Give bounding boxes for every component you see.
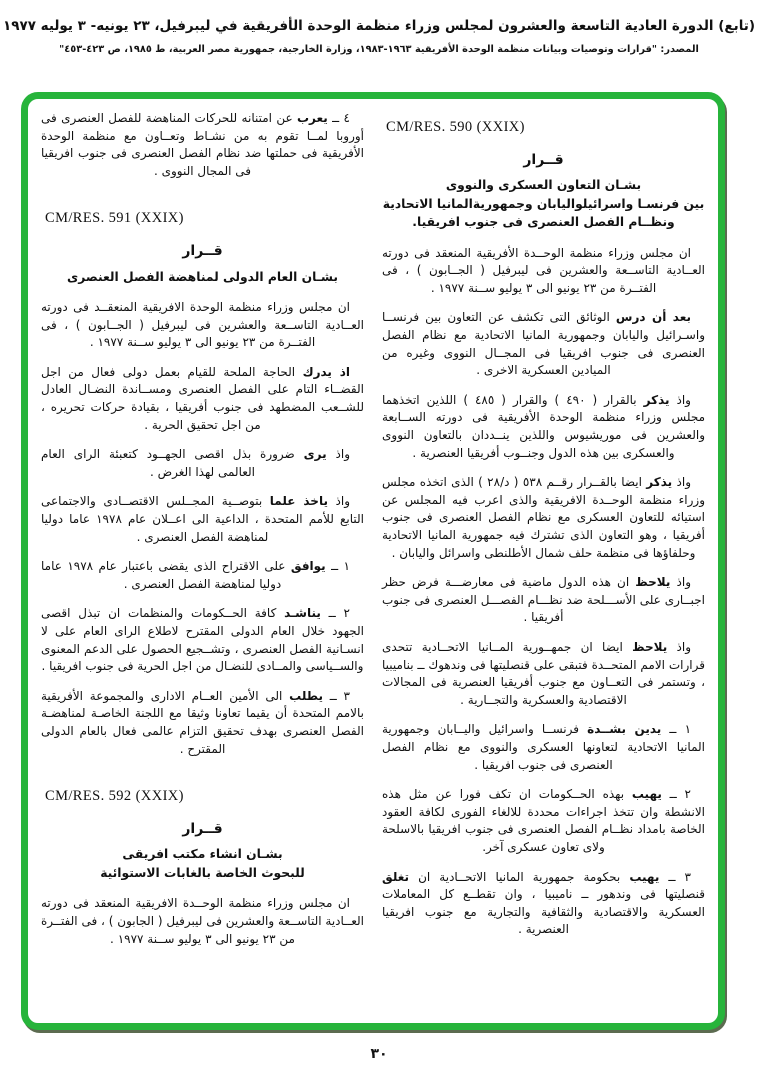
session-title: (تابع) الدورة العادية التاسعة والعشرون لمجلس وزراء منظمة الوحدة الأفريقية في ليبرفيل، ٢٣ يونيه- ٣ يوليه ١٩٧٧ [2, 18, 756, 34]
text-run: بالقرار ( ٤٩٠ ) والقرار ( ٤٨٥ ) اللذين اتخذهما مجلس وزراء منظمة الوحدة الأفريقية فى دورته الســابعة والعشرين فى موريشيوس واللذين ينــددان بالتعاون النووى والعسكرى بين هذه الدول وجنــوب أفريقيا العنصرية . [382, 392, 705, 460]
content-frame [21, 92, 725, 1030]
bold-lead: يعرب [296, 111, 328, 125]
subtitle-line: للبحوث الخاصة بالغابات الاستوائية [100, 865, 305, 880]
resolution-ref: CM/RES. 592 (XXIX) [45, 788, 184, 805]
bold-lead: يذكر [643, 392, 670, 407]
text-run: قنصليتها فى وندهور ــ ناميبيا ، وان تقطــع كل المعاملات العسكرية والاقتصادية والثقافية والتجارية مع جنوب افريقيا العنصرية . [382, 887, 705, 937]
text-run: ١ ــ [325, 559, 350, 574]
bold-lead: يدين بشــدة [587, 722, 662, 737]
paragraph [382, 574, 705, 627]
text-run: واذ [669, 392, 691, 407]
resolution-title: قــرار [182, 820, 223, 837]
paragraph [382, 245, 705, 298]
bold-lead: يناشـد [284, 606, 321, 621]
resolution-ref: CM/RES. 590 (XXIX) [386, 119, 525, 135]
bold-lead: يلاحظ [635, 575, 671, 590]
paragraph [382, 639, 705, 709]
page-number: ٣٠ [370, 1046, 388, 1062]
text-run: ايضا بالقــرار رقــم ٥٣٨ ( د/٢٨ ) الذى اتخذه مجلس وزراء منظمة الوحــدة الافريقية والذى اعرب فيه المجلس عن استيائه للتعاون العسكرى مع نظام الفصل العنصرى فى جنوب أفريقيا ، وهو التعاون الذى تشترك فيه جمهورية المانيا الاتحادية وحلفاؤها فى منظمة حلف شمال الأطلنطى واسرائل واليابان . [382, 475, 705, 560]
paragraph [41, 558, 364, 593]
resolution-subtitle [382, 176, 705, 232]
paragraph [382, 786, 705, 856]
columns-container [28, 99, 718, 1023]
subtitle-line: بشـان العام الدولى لمناهضة الفصل العنصرى [66, 269, 339, 284]
bold-lead: اذ يدرك [302, 364, 351, 379]
text-run: ٤ ــ [327, 111, 350, 125]
text-run: ان هذه الدول ماضية فى معارضـــة فرض حظر اجبــارى على الأســـلحة ضد نظـــام الفصـــل العنصرى فى جنوب أفريقيا . [382, 575, 705, 625]
bold-lead: يوافق [290, 559, 326, 574]
subtitle-line: بين فرنسـا واسرائيلواليابان وجمهوريةالمانيا الاتحادية [382, 196, 705, 211]
subtitle-line: بشـان التعاون العسكرى والنووى [445, 178, 642, 193]
text-run: ٣ ــ [322, 688, 350, 703]
subtitle-line: ونظــام الفصل العنصرى فى جنوب افريقيا. [412, 215, 675, 230]
text-run: ١ ــ [661, 722, 692, 737]
subtitle-line: بشـان انشاء مكتب افريقى [122, 847, 283, 862]
bold-lead: يرى [303, 447, 327, 462]
text-run: بتوصــية المجــلس الاقتصــادى والاجتماعى التابع للأمم المتحدة ، الداعية الى اعــلان عام ١٩٧٨ عاما دوليا لمناهضة الفصل العنصرى . [41, 494, 364, 544]
text-run: ايضا ان جمهــورية المــانيا الاتحــادية تتحدى قرارات الامم المتحــدة فتبقى على قنصليتها فى وندهوك ــ بناميبيا ، وتستمر فى التعــاون مع جنوب أفريقيا العنصرية فى المجالات الاقتصادية والعسكرية والتجــارية . [382, 639, 705, 707]
page-header [0, 18, 758, 55]
bold-lead: يهيب [629, 869, 660, 884]
bold-lead: يهيب [631, 787, 662, 802]
resolution-subtitle [41, 845, 364, 882]
text-run: الى الأمين العــام الادارى والمجموعة الأفريقية بالامم المتحدة أن يقيما تعاونا وثيقا مع اللجنة الخاصـة لمناهضـة الفصل العنصرى بهدف تحقيق التزام عالمى فعال بالعام الدولى المقترح . [41, 688, 364, 756]
paragraph [41, 364, 364, 434]
bold-lead: يطلب [289, 688, 323, 703]
paragraph [382, 309, 705, 379]
paragraph [41, 493, 364, 546]
text-run: الحاجة الملحة للقيام بعمل دولى فعال من اجل القضــاء التام على الفصل العنصرى ومســاندة النضـال العادل للشــعب المضطهد فى جنوب أفريقيا ، بقيادة حركات تحريره ، من اجل تحقيق الحرية . [41, 364, 364, 432]
text-run: ان مجلس وزراء منظمة الوحدة الافريقية المنعقــد فى دورته العــادية التاســعة والعشرين فى ليبرفيل ( الجــابون ) ، فى الفتــرة من ٢٣ يونيو الى ٣ يوليو ســنة ١٩٧٧ . [41, 300, 364, 350]
bold-lead: ياخذ علما [269, 494, 328, 509]
paragraph [41, 605, 364, 675]
text-run: واذ [326, 447, 350, 462]
bold-lead: يذكر [646, 475, 673, 490]
paragraph [382, 721, 705, 774]
resolution-title: قــرار [523, 151, 564, 168]
text-run: بهذه الحــكومات ان تكف فورا عن مثل هذه الانشطة وان تتخذ اجراءات محددة للالغاء الفورى لكافة العقود الخاصة بامداد نظــام الفصل العنصرى فى جنوب افريقيا بالاسلحة ولاى تعاون عسكرى آخر. [382, 787, 705, 854]
paragraph [382, 869, 705, 939]
column-left [41, 110, 364, 1015]
paragraph [41, 688, 364, 758]
text-run: الوثائق التى تكشف عن التعاون بين فرنســا واسـرائيل واليابان وجمهورية المانيا الاتحادية مع نظام الفصل العنصرى فى جنوب افريقيا فى المجــال النووى وغيره من الميادين العسكرية الاخرى . [382, 310, 705, 378]
paragraph [41, 446, 364, 481]
bold-lead: تغلق [382, 869, 409, 884]
paragraph [41, 110, 364, 180]
text-run: كافة الحــكومات والمنظمات ان تبذل اقصى الجهود خلال العام الدولى المقترح لاطلاع الراى العام على لا انسـانية الفصل العنصرى ، وتشــجيع الحصول على الدعم المعنوى والســياسى والمــادى للنضـال من اجل الحرية فى جنوب افريقيا . [41, 606, 364, 674]
source-citation: المصدر: "قرارات وتوصيات وبيانات منظمة الوحدة الأفريقية ١٩٦٣-١٩٨٣، وزارة الخارجية، جمهورية مصر العربية، ط ١٩٨٥، ص ٤٢٣-٤٥٣" [59, 44, 699, 55]
text-run: على الاقتراح الذى يقضى باعتبار عام ١٩٧٨ عاما دوليا لمناهضة الفصل العنصرى . [41, 559, 291, 591]
text-run: عن امتنانه للحركات المناهضة للفصل العنصرى فى أوروبا لمــا تقوم به من نشـاط وتعــاون مع منظمة الوحدة الأفريقية فى حملتها ضد نظام الفصل العنصرى فى جنوب افريقيا فى المجال النووى . [41, 111, 364, 178]
text-run: ٣ ــ [659, 869, 691, 884]
bold-lead: بعد أن درس [615, 310, 691, 325]
text-run: ضرورة بذل اقصى الجهــود كتعبئة الراى العام العالمى لهذا الغرض . [41, 447, 304, 479]
paragraph [41, 299, 364, 352]
paragraph [382, 474, 705, 562]
text-run: ان مجلس وزراء منظمة الوحــدة الافريقية المنعقد فى دورته العــادية التاســعة والعشرين فى ليبرفيل ( الجابون ) ، فى الفتــرة من ٢٣ يونيو الى ٣ يوليو ســنة ١٩٧٧ . [41, 896, 364, 946]
text-run: ٢ ــ [661, 787, 691, 802]
column-right [382, 110, 705, 1015]
resolution-title: قــرار [182, 242, 223, 259]
text-run: واذ [670, 575, 691, 590]
paragraph [41, 895, 364, 948]
text-run: فرنســا واسرائيل واليــابان وجمهورية المانيا الاتحادية لتعاونها العسكرى والنووى مع نظام الفصل العنصرى فى جنوب افريقيا . [382, 722, 705, 772]
text-run: بحكومة جمهورية المانيا الاتحــادية ان [409, 869, 630, 884]
resolution-ref: CM/RES. 591 (XXIX) [45, 210, 184, 227]
bold-lead: يلاحظ [632, 639, 668, 654]
text-run: واذ [672, 475, 691, 490]
text-run: ٢ ــ [320, 606, 350, 621]
text-run: واذ [667, 639, 691, 654]
text-run: ان مجلس وزراء منظمة الوحــدة الأفريقية المنعقد فى دورته العــادية التاســعة والعشرين فى ليبرفيل ( الجــابون ) ، فى الفتــرة من ٢٣ يونيو الى ٣ يوليو ســنة ١٩٧٧ . [382, 245, 705, 295]
resolution-subtitle [41, 268, 364, 287]
paragraph [382, 392, 705, 462]
text-run: واذ [327, 494, 351, 509]
